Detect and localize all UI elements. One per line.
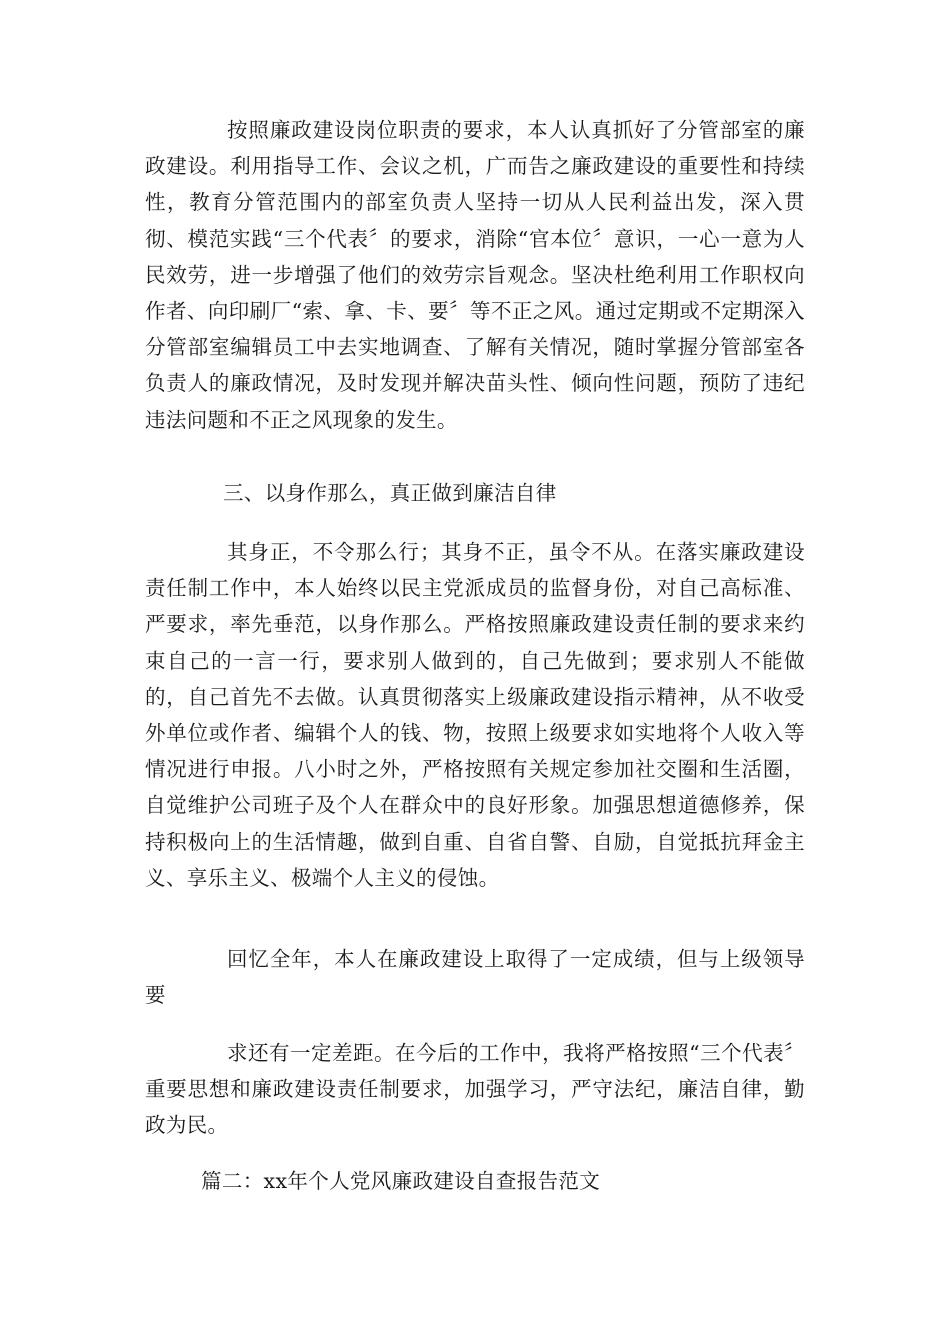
body-paragraph-self-discipline: 其身正，不令那么行；其身不正，虽令不从。在落实廉政建设责任制工作中，本人始终以民主党派成员的监督身份，对自己高标准、严要求，率先垂范，以身作那么。严格按照廉政建设责任制的要求来约束自己的一言一行，要求别人做到的，自己先做到；要求别人不能做的，自己首先不去做。认真贯彻落实上级廉政建设指示精神，从不收受外单位或作者、编辑个人的钱、物，按照上级要求如实地将个人收入等情况进行申报。八小时之外，严格按照有关规定参加社交圈和生活圈，自觉维护公司班子及个人在群众中的良好形象。加强思想道德修养，保持积极向上的生活情趣，做到自重、自省自警、自励，自觉抵抗拜金主义、享乐主义、极端个人主义的侵蚀。 xyxy=(145,540,805,890)
body-paragraph-review: 回忆全年，本人在廉政建设上取得了一定成绩，但与上级领导要 xyxy=(145,947,805,1008)
body-paragraph-responsibility: 按照廉政建设岗位职责的要求，本人认真抓好了分管部室的廉政建设。利用指导工作、会议之机，广而告之廉政建设的重要性和持续性，教育分管范围内的部室负责人坚持一切从人民利益出发，深入贯彻、模范实践“三个代表〞的要求，消除“官本位〞意识，一心一意为人民效劳，进一步增强了他们的效劳宗旨观念。坚决杜绝利用工作职权向作者、向印刷厂“索、拿、卡、要〞等不正之风。通过定期或不定期深入分管部室编辑员工中去实地调查、了解有关情况，随时掌握分管部室各负责人的廉政情况，及时发现并解决苗头性、倾向性问题，预防了违纪违法问题和不正之风现象的发生。 xyxy=(145,118,805,432)
body-paragraph-future-work: 求还有一定差距。在今后的工作中，我将严格按照“三个代表〞重要思想和廉政建设责任制要求，加强学习，严守法纪，廉洁自律，勤政为民。 xyxy=(145,1041,805,1138)
section-heading-self-discipline: 三、以身作那么，真正做到廉洁自律 xyxy=(223,481,557,505)
article-title-part-two: 篇二：xx年个人党风廉政建设自查报告范文 xyxy=(201,1169,601,1193)
